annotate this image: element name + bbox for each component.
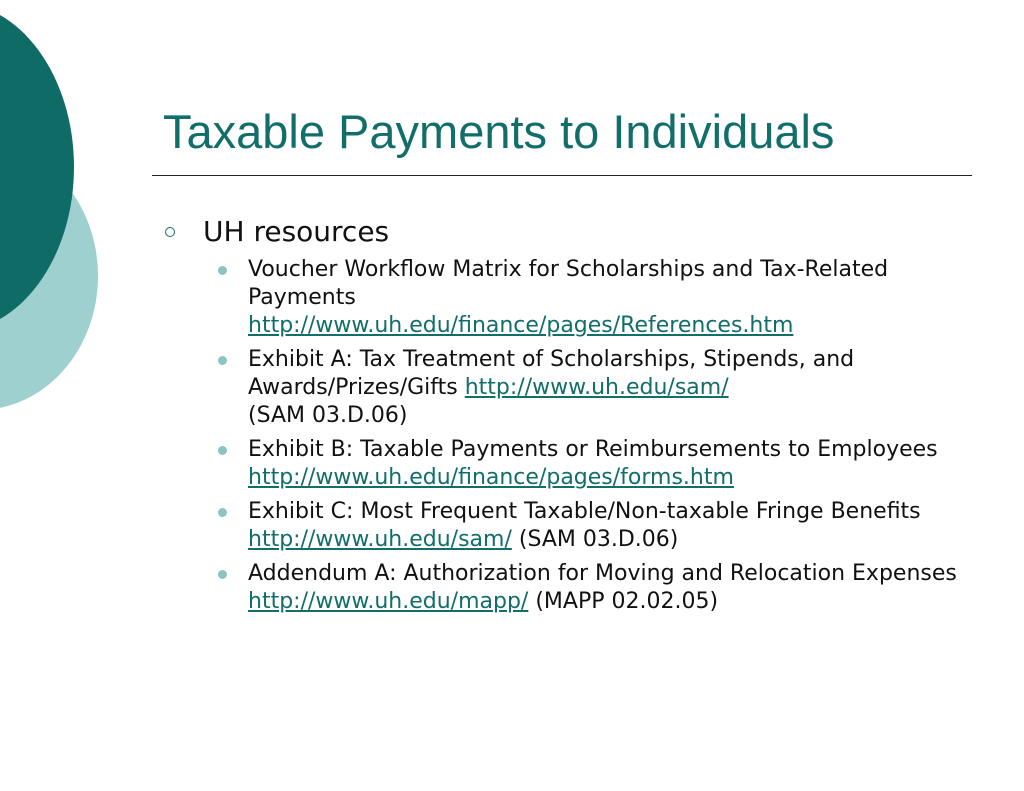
list-item <box>217 498 977 554</box>
item-text: Voucher Workflow Matrix for Scholarships and Tax-Related Payments <box>248 257 889 310</box>
sam-link[interactable]: http://www.uh.edu/sam/ <box>248 527 512 552</box>
item-text: Addendum A: Authorization for Moving and Relocation Expenses <box>248 561 957 586</box>
list-item <box>217 256 977 340</box>
bullet-dot-icon <box>218 446 227 455</box>
list-item <box>217 436 977 492</box>
level1-bullet-text: UH resources <box>203 215 390 248</box>
list-item <box>217 560 977 616</box>
item-text: Exhibit A: Tax Treatment of Scholarships, Stipends, and Awards/Prizes/Gifts <box>248 347 855 400</box>
references-link[interactable]: http://www.uh.edu/finance/pages/References.htm <box>248 313 794 338</box>
bullet-dot-icon <box>218 570 227 579</box>
resource-list <box>217 256 977 622</box>
slide-title: Taxable Payments to Individuals <box>163 105 835 158</box>
bullet-dot-icon <box>218 356 227 365</box>
item-suffix: (MAPP 02.02.05) <box>535 589 719 614</box>
list-item <box>217 346 977 430</box>
title-divider <box>152 175 972 176</box>
mapp-link[interactable]: http://www.uh.edu/mapp/ <box>248 589 529 614</box>
hollow-circle-bullet-icon <box>165 227 175 237</box>
forms-link[interactable]: http://www.uh.edu/finance/pages/forms.htm <box>248 465 734 490</box>
item-suffix: (SAM 03.D.06) <box>518 527 679 552</box>
item-text: Exhibit C: Most Frequent Taxable/Non-taxable Fringe Benefits <box>248 499 921 524</box>
sam-link[interactable]: http://www.uh.edu/sam/ <box>464 375 729 400</box>
item-text: Exhibit B: Taxable Payments or Reimbursements to Employees <box>248 437 938 462</box>
bullet-dot-icon <box>218 508 227 517</box>
bullet-dot-icon <box>218 266 227 275</box>
item-suffix: (SAM 03.D.06) <box>248 403 408 428</box>
